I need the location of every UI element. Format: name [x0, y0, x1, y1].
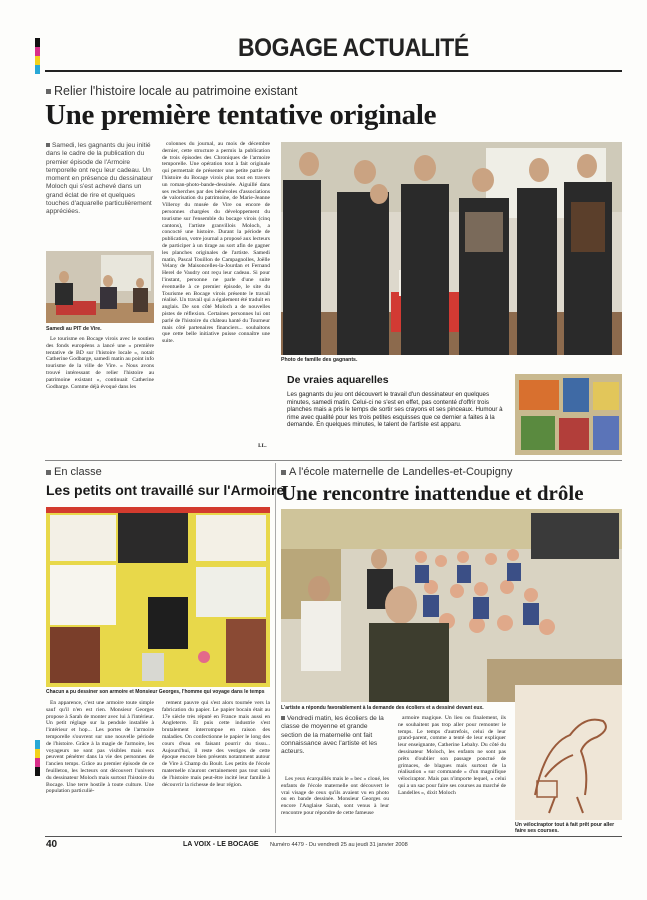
- left-headline: Les petits ont travaillé sur l'Armoire: [46, 482, 285, 498]
- main-column-1: Le tourisme en Bocage virois avec le soutien des fonds européens a lancé une « première tentative de BD sur l'histoire locale », notait Catherine Godbarge, samedi matin au point info tourisme de la ville de Vire. « Nous avons trouvé intéressant de relier l'histoire au patrimoine existant », continuait Catherine Godbarge. Comme déjà évoqué dans les: [46, 336, 154, 390]
- section-divider: [45, 460, 622, 461]
- main-initials: I.L.: [258, 443, 267, 449]
- main-kicker: Relier l'histoire locale au patrimoine existant: [46, 84, 297, 98]
- section-title: BOGAGE ACTUALITÉ: [238, 34, 469, 62]
- photo-winners-caption: Photo de famille des gagnants.: [281, 357, 358, 363]
- right-column-2: armoire magique. Un lieu ou finalement, ils ne souhaitent pas trop aller pour remonter le temps. Le temps d'autrefois, celui de leur grand-parent, comme a tenté de leur expliquer leur enseignante, Catherine Lebahy. Du côté du dessinateur Moloch, les enfants ne sont pas prêts d'oublier son passage ponctué de grimaces, de blagues mais surtout de la réalisation « sur commande » d'un magnifique vélociraptor. Mais pas n'importe lequel, « celui qui a un sac pour faire ses courses au marché de Landelles », dixit Moloch: [398, 715, 506, 796]
- lead-square-icon: [46, 143, 50, 147]
- right-column-1: Les yeux écarquillés mais le « bec » cloué, les enfants de l'école maternelle ont découvert le vrai visage de ceux qu'ils avaient vu en photo ou en bande dessinée. Monsieur Georges ou encore l'Anglaise Sarah, sont venus à leur rencontre pour répondre de cette fameuse: [281, 776, 389, 816]
- footer-issue: Numéro 4479 - Du vendredi 25 au jeudi 31 janvier 2008: [270, 842, 408, 848]
- left-column-2: rement pauvre qui s'est alors tournée vers la fabrication du papier. Le papier bocain était au 17e siècle très réputé en France mais aussi en Angleterre. Et puis cette industrie s'est brutalement interrompue en raison des maladies. On confectionne le papier le long des cours d'eau en faisant pourrir du tissu... Aujourd'hui, il reste des vestiges de cette époque encore bien présents notamment autour de Vire à Champ du Boult. Les petits de l'école maternelle n'auront certainement pas tout saisi de l'histoire mais peut-être incité leur famille à découvrir la richesse de leur région.: [162, 700, 270, 788]
- left-column-1: En apparence, c'est une armoire toute simple sauf qu'il n'en est rien. Monsieur Georges propose à Sarah de monter avec lui à l'intérieur. Un petit réglage sur la pendule installée à l'intérieur et hop... Les portes de l'armoire temporelle s'ouvrent sur une nouvelle période de l'histoire. Grâce à la magie de l'armoire, les voyageurs ne sont pas visibles mais eux peuvent pénétrer dans la vie des personnes de l'ancien temps. Grâce au premier épisode de ce feuilleton, les lecteurs ont découvert l'univers du dessinateur Moloch mais surtout l'histoire du Bocage. Une terre hostile à toute culture. Une population particuliè-: [46, 700, 154, 795]
- left-kicker: En classe: [46, 466, 102, 478]
- photo-children-drawings: [46, 507, 270, 687]
- sidebar-title: De vraies aquarelles: [287, 374, 389, 386]
- photo-pit-vire-caption: Samedi au PIT de Vire.: [46, 326, 102, 332]
- kicker-square-icon: [46, 89, 51, 94]
- footer-page-number: 40: [46, 839, 58, 850]
- main-lead: Samedi, les gagnants du jeu initié dans le cadre de la publication du premier épisode de l'Armoire temporelle ont reçu leur cadeau. Un moment en présence du dessinateur Moloch qui s'est achevé dans un grand éclat de rire et quelques touches d'aquarelle particulièrement appréciées.: [46, 142, 154, 216]
- masthead-rule: [45, 70, 622, 72]
- photo-winners-group: [281, 142, 622, 355]
- right-photo-caption: L'artiste a répondu favorablement à la demande des écoliers et a dessiné devant eux.: [281, 705, 484, 711]
- kicker-square-icon: [46, 470, 51, 475]
- velociraptor-caption: Un vélociraptor tout à fait prêt pour aller faire ses courses.: [515, 822, 615, 835]
- column-divider: [275, 463, 276, 833]
- photo-velociraptor-drawing: [515, 685, 622, 820]
- photo-pit-vire: [46, 251, 154, 323]
- main-headline: Une première tentative originale: [45, 99, 437, 131]
- footer-publication: LA VOIX - LE BOCAGE: [183, 841, 259, 848]
- color-registration-strip-top: [35, 38, 40, 74]
- footer-rule: [45, 836, 622, 837]
- right-kicker: A l'école maternelle de Landelles-et-Coupigny: [281, 466, 512, 478]
- main-column-2: colonnes du journal, au mois de décembre dernier, cette structure a permis la publication de trois épisodes des Chroniques de l'armoire temporelle. Une opération tout à fait originale qui permettait de présenter une petite partie de l'histoire du Bocage virois plus tout en travers un roman-photo-bande-dessinée. Aiguillé dans ses recherches par des bénévoles d'associations de valorisation du patrimoine, de Marie-Jeanne Villeroy du musée de Vire ou encore de personnes chargées du développement du tourisme sur l'ensemble du bocage virois (cinq cantons), l'artiste granvillois Moloch, a concocté une histoire. Durant la période de publication, votre journal a proposé aux lecteurs de participer à un tirage au sort afin de gagner les planches originales de l'artiste. Samedi matin, Pascal Touillon de Campagnolles, Joëlle Velany de Maisoncelles-la-Jourdan et Fernand Herel de Vaudry ont reçu leur cadeau. Si pour l'instant, personne ne parle d'une suite éventuelle à ce premier épisode, le site du Tourisme en Bocage virois présente le travail réalisé. Un travail qui a également été traduit en anglais. De son côté Moloch a de nouvelles pistes de réflexion. Certaines personnes lui ont parlé de l'histoire du château hanté du Tourneur mais côté partenaires financiers... souhaitons que cette belle initiative puisse connaître une suite.: [162, 141, 270, 345]
- kicker-square-icon: [281, 470, 286, 475]
- right-lead: Vendredi matin, les écoliers de la classe de moyenne et grande section de la maternelle ont fait connaissance avec l'artiste et les acteurs.: [281, 715, 384, 756]
- right-headline: Une rencontre inattendue et drôle: [281, 481, 584, 505]
- lead-square-icon: [281, 716, 285, 720]
- photo-watercolors: [515, 374, 622, 455]
- color-registration-strip-bottom: [35, 740, 40, 776]
- sidebar-text: Les gagnants du jeu ont découvert le travail d'un dessinateur en quelques minutes, samedi matin. Celui-ci ne s'est en effet, pas contenté d'offrir trois planches mais a pris le temps de sortir ses crayons et ses pinceaux. Humour à rime avec qualité pour les trois petites esquisses que ce dernier a faites à la demande. En quelques minutes, le talent de l'artiste est apparu.: [287, 391, 503, 429]
- left-photo-caption: Chacun a pu dessiner son armoire et Monsieur Georges, l'homme qui voyage dans le temps: [46, 689, 265, 695]
- photo-classroom: [281, 509, 622, 702]
